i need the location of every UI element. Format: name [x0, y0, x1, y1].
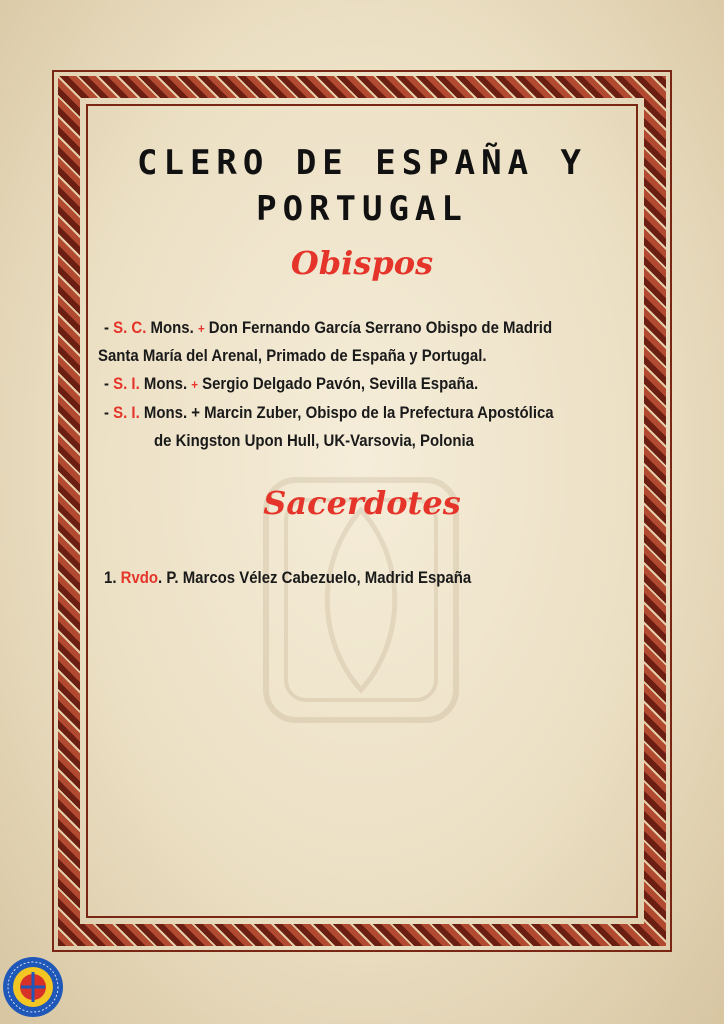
cross-icon: + [191, 403, 201, 422]
bishop-entry-1-cont: Santa María del Arenal, Primado de España y Portugal. [98, 346, 487, 365]
page-title-line-1: CLERO DE ESPAÑA Y [137, 143, 587, 183]
cross-icon: + [191, 377, 198, 392]
cross-icon: + [197, 321, 205, 336]
bishop-entry-2: - S. I. Mons. + Sergio Delgado Pavón, Sevilla España. [104, 374, 479, 393]
section-heading-obispos: Obispos [290, 244, 434, 282]
priest-entry-1: 1. Rvdo. P. Marcos Vélez Cabezuelo, Madrid España [104, 568, 472, 587]
bishop-entry-1: - S. C. Mons. + Don Fernando García Serrano Obispo de Madrid [104, 318, 553, 337]
bishop-entry-3: - S. I. Mons. + Marcin Zuber, Obispo de la Prefectura Apostólica [104, 403, 554, 422]
section-heading-sacerdotes: Sacerdotes [263, 484, 461, 522]
seal-logo [2, 956, 64, 1018]
page-title-line-2: PORTUGAL [256, 189, 468, 229]
bishop-entry-3-cont: de Kingston Upon Hull, UK-Varsovia, Polonia [154, 431, 475, 450]
